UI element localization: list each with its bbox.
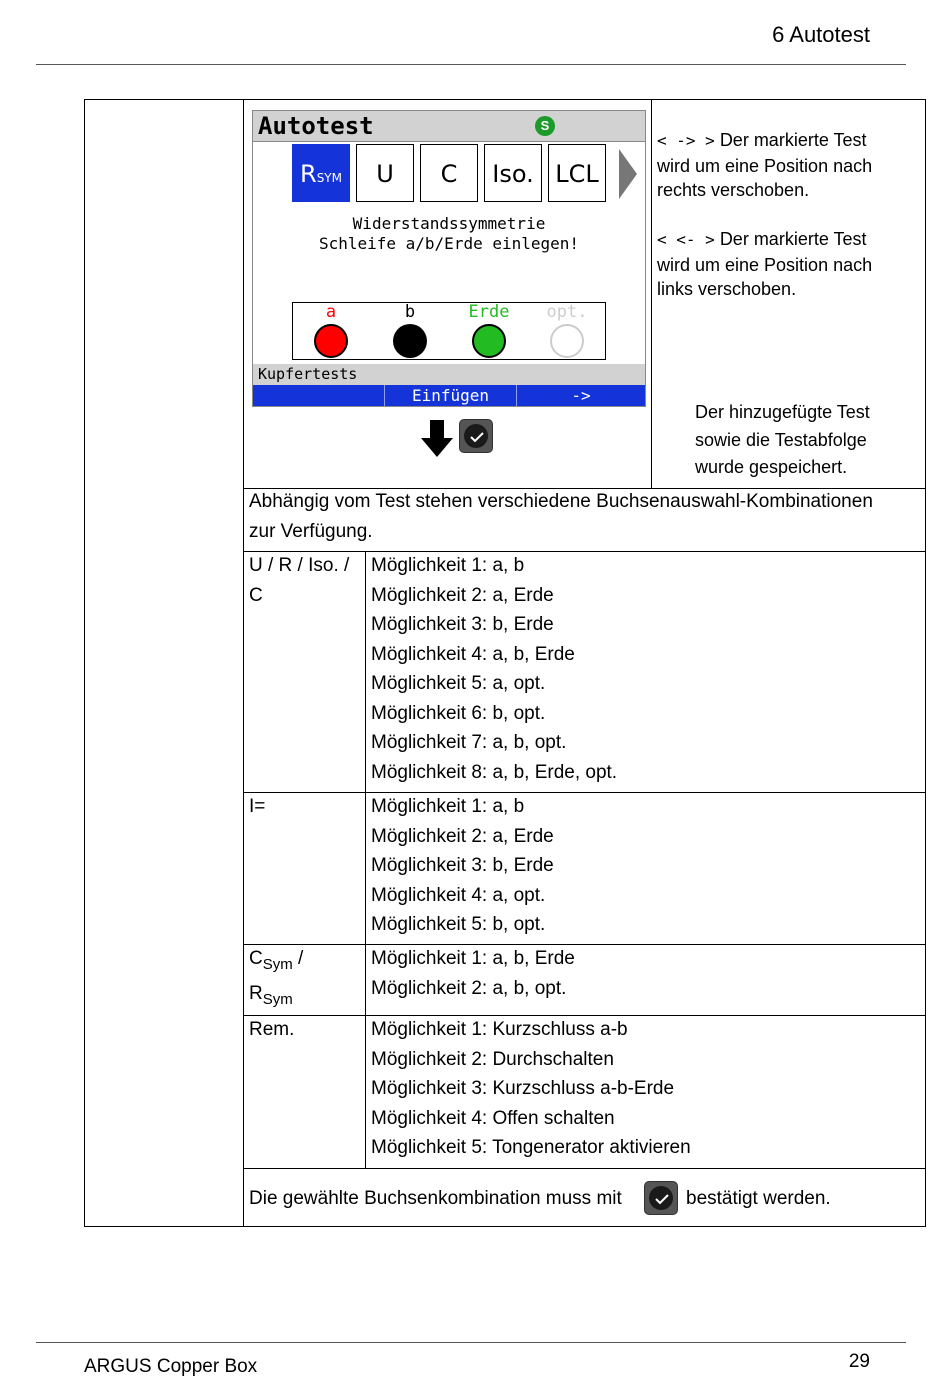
screen-message-1: Widerstandssymmetrie xyxy=(352,214,546,233)
row-label-sub: Sym xyxy=(262,955,293,973)
option-item: Möglichkeit 3: b, Erde xyxy=(371,855,554,876)
screen-status-line: Kupfertests xyxy=(253,364,645,385)
screen-title-bar xyxy=(253,111,645,142)
row-label-idc: I= xyxy=(249,796,266,817)
key-left-text-2: wird um eine Position nach xyxy=(657,254,873,275)
row-options-sym xyxy=(371,944,575,1003)
key-right-text-2: wird um eine Position nach xyxy=(657,155,873,176)
confirm-text-before: Die gewählte Buchsenkombination muss mit xyxy=(249,1188,622,1209)
tile-c[interactable] xyxy=(420,144,478,202)
table-divider-screen xyxy=(651,99,652,488)
terminal-a-label: a xyxy=(325,302,337,322)
softkey-insert[interactable]: Einfügen xyxy=(385,385,517,406)
table-divider-left xyxy=(243,99,244,1227)
tile-iso[interactable] xyxy=(484,144,542,202)
row-label-sym xyxy=(249,944,303,1015)
terminal-b-label: b xyxy=(404,302,416,322)
softkey-right[interactable]: -> xyxy=(571,386,591,405)
scroll-right-arrow-icon[interactable] xyxy=(617,147,639,201)
saved-description xyxy=(695,399,870,482)
device-screen xyxy=(252,110,646,407)
terminal-erde-label: Erde xyxy=(468,302,510,322)
option-item: Möglichkeit 6: b, opt. xyxy=(371,702,546,724)
key-left-symbol: < <- > xyxy=(657,230,715,249)
key-right-text-3: rechts verschoben. xyxy=(657,180,810,200)
option-item: Möglichkeit 3: b, Erde xyxy=(371,614,554,635)
option-item: Möglichkeit 2: a, Erde xyxy=(371,825,554,847)
tile-label: Iso. xyxy=(492,160,534,188)
tile-label: C xyxy=(440,160,458,188)
row-line xyxy=(243,1168,926,1169)
tile-label: U xyxy=(376,160,394,188)
footer-rule xyxy=(36,1342,906,1343)
option-item: Möglichkeit 7: a, b, opt. xyxy=(371,732,567,753)
option-item: Möglichkeit 8: a, b, Erde, opt. xyxy=(371,761,618,783)
key-right-description xyxy=(657,128,922,203)
terminal-opt-label: opt. xyxy=(546,302,588,322)
option-item: Möglichkeit 4: a, opt. xyxy=(371,884,546,906)
row-options-urisoc xyxy=(371,551,617,787)
option-item: Möglichkeit 1: a, b xyxy=(371,796,525,817)
option-item: Möglichkeit 3: Kurzschluss a-b-Erde xyxy=(371,1078,675,1099)
option-item: Möglichkeit 4: a, b, Erde xyxy=(371,643,575,665)
row-options-idc xyxy=(371,792,554,940)
intro-text xyxy=(249,487,873,546)
row-options-rem xyxy=(371,1015,691,1163)
intro-line-1: Abhängig vom Test stehen verschiedene Buchsenauswahl-Kombinationen xyxy=(249,491,873,512)
screen-message-2: Schleife a/b/Erde einlegen! xyxy=(318,234,580,253)
ok-key-icon xyxy=(644,1181,678,1215)
row-label-line: U / R / Iso. / xyxy=(249,555,350,576)
tile-label: R xyxy=(300,160,317,188)
header-rule xyxy=(36,64,906,65)
key-right-symbol: < -> > xyxy=(657,131,715,150)
screen-title: Autotest xyxy=(258,112,374,140)
ok-key-icon xyxy=(459,419,493,453)
option-item: Möglichkeit 4: Offen schalten xyxy=(371,1107,615,1129)
tile-rsym[interactable] xyxy=(292,144,350,202)
softkey-bar xyxy=(253,385,645,406)
saved-text-3: wurde gespeichert. xyxy=(695,457,848,477)
key-left-text-3: links verschoben. xyxy=(657,279,797,299)
status-badge: S xyxy=(535,116,555,136)
option-item: Möglichkeit 1: Kurzschluss a-b xyxy=(371,1019,628,1040)
option-item: Möglichkeit 5: Tongenerator aktivieren xyxy=(371,1137,691,1158)
row-label-urisoc xyxy=(249,551,349,610)
terminal-b-indicator xyxy=(393,324,427,358)
row-line xyxy=(243,944,926,945)
chapter-title: 6 Autotest xyxy=(772,22,870,47)
table-divider-options xyxy=(365,551,366,1168)
key-right-text-1: Der markierte Test xyxy=(719,130,867,150)
row-label-rem: Rem. xyxy=(249,1019,295,1040)
terminal-opt-indicator xyxy=(550,324,584,358)
saved-text-2: sowie die Testabfolge xyxy=(695,429,867,450)
option-item: Möglichkeit 2: a, Erde xyxy=(371,584,554,606)
row-line xyxy=(243,792,926,793)
option-item: Möglichkeit 5: b, opt. xyxy=(371,914,546,935)
confirm-text-after: bestätigt werden. xyxy=(686,1188,831,1209)
terminal-panel xyxy=(292,302,606,360)
page-number: 29 xyxy=(848,1351,870,1372)
row-label-line: C xyxy=(249,584,263,606)
saved-text-1: Der hinzugefügte Test xyxy=(695,402,870,422)
key-left-description xyxy=(657,227,922,302)
row-label-sub: Sym xyxy=(262,991,293,1009)
row-label-suffix: / xyxy=(292,948,304,969)
row-label-c: C xyxy=(249,948,263,969)
row-label-r: R xyxy=(249,983,263,1005)
option-item: Möglichkeit 2: Durchschalten xyxy=(371,1048,614,1070)
tile-label: LCL xyxy=(555,160,599,188)
key-left-text-1: Der markierte Test xyxy=(719,229,867,249)
tile-sub: SYM xyxy=(316,171,342,185)
option-item: Möglichkeit 1: a, b, Erde xyxy=(371,948,575,969)
option-item: Möglichkeit 5: a, opt. xyxy=(371,673,546,694)
terminal-a-indicator xyxy=(314,324,348,358)
tile-u[interactable] xyxy=(356,144,414,202)
terminal-erde-indicator xyxy=(472,324,506,358)
intro-line-2: zur Verfügung. xyxy=(249,520,373,542)
option-item: Möglichkeit 1: a, b xyxy=(371,555,525,576)
softkey-1[interactable] xyxy=(253,385,385,406)
tile-lcl[interactable] xyxy=(548,144,606,202)
option-item: Möglichkeit 2: a, b, opt. xyxy=(371,977,567,999)
down-arrow-icon xyxy=(421,420,453,458)
footer-product: ARGUS Copper Box xyxy=(84,1356,258,1377)
